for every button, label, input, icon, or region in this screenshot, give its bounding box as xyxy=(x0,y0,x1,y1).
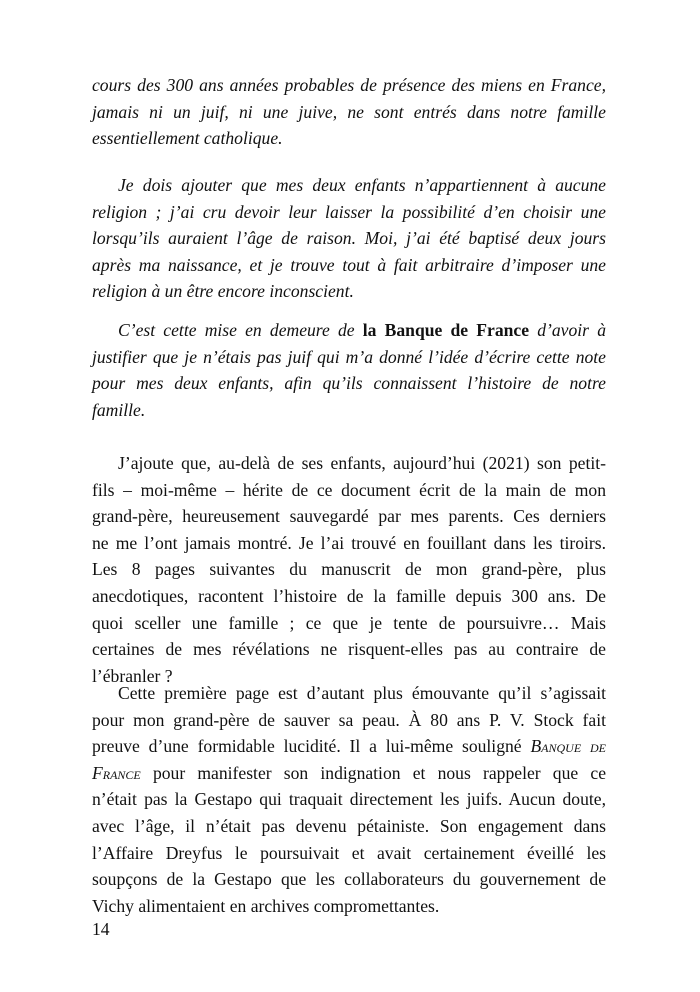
text-line: certaines de mes révélations ne risquent-elles pas au contraire de xyxy=(92,639,606,660)
text-line: religion ; j’ai cru devoir leur laisser la possibilité d’en choisir une xyxy=(92,201,606,222)
text-line: cours des 300 ans années probables de présence des miens en France, xyxy=(92,75,606,95)
text-line: avec l’âge, il n’était pas devenu pétainiste. Son engagement dans xyxy=(92,815,606,836)
text-line: jamais ni un juif, ni une juive, ne sont entrés dans notre famille xyxy=(92,101,606,122)
text-line: ne me l’ont jamais montré. Je l’ai trouvé en fouillant dans les tiroirs. xyxy=(92,532,606,553)
text-line: grand-père, heureusement sauvegardé par mes parents. Ces derniers xyxy=(92,506,606,527)
small-caps-bank-name: France xyxy=(92,762,141,783)
text-line: l’ébranler ? xyxy=(92,665,173,686)
text-line: J’ajoute que, au-delà de ses enfants, aujourd’hui (2021) son petit- xyxy=(118,453,606,473)
text-line: Cette première page est d’autant plus émouvante qu’il s’agissait xyxy=(118,683,606,703)
emphasis-bank-name: la Banque de France xyxy=(362,320,530,340)
text-line: quoi sceller une famille ; ce que je tente de poursuivre… Mais xyxy=(92,612,606,633)
text-line: pour mon grand-père de sauver sa peau. À 80 ans P. V. Stock fait xyxy=(92,709,606,730)
text-line: Vichy alimentaient en archives compromettantes. xyxy=(92,895,440,916)
text-line: anecdotiques, racontent l’histoire de la famille depuis 300 ans. De xyxy=(92,585,606,606)
paragraph-2 xyxy=(92,172,606,305)
text-run: preuve d’une formidable lucidité. Il a lui-même souligné xyxy=(92,736,522,757)
text-run: d’avoir à xyxy=(537,320,606,340)
paragraph-5 xyxy=(92,680,606,919)
text-line xyxy=(92,760,606,787)
text-run: pour manifester son indignation et nous rappeler que ce xyxy=(152,762,606,783)
text-line xyxy=(92,733,606,760)
text-line: l’Affaire Dreyfus le poursuivait et avait certainement éveillé les xyxy=(92,842,606,863)
paragraph-4 xyxy=(92,450,606,689)
text-run: C’est cette mise en demeure de xyxy=(118,320,355,340)
text-line: famille. xyxy=(92,399,146,420)
text-line: pour mes deux enfants, afin qu’ils connaissent l’histoire de notre xyxy=(92,373,606,394)
text-line: Les 8 pages suivantes du manuscrit de mon grand-père, plus xyxy=(92,559,606,580)
text-line: religion à un être encore inconscient. xyxy=(92,281,354,302)
page-number: 14 xyxy=(92,919,110,939)
text-line: soupçons de la Gestapo que les collaborateurs du gouvernement de xyxy=(92,869,606,890)
text-line: justifier que je n’étais pas juif qui m’a donné l’idée d’écrire cette note xyxy=(92,346,606,367)
text-line xyxy=(92,317,606,344)
text-line: essentiellement catholique. xyxy=(92,128,283,149)
text-line: fils – moi-même – hérite de ce document écrit de la main de mon xyxy=(92,479,606,500)
paragraph-1 xyxy=(92,72,606,152)
small-caps-bank-name: Banque de xyxy=(530,736,606,757)
text-line: après ma naissance, et je trouve tout à fait arbitraire d’imposer une xyxy=(92,254,606,275)
text-line: lorsqu’ils auraient l’âge de raison. Moi, j’ai été baptisé deux jours xyxy=(92,228,606,249)
text-line: Je dois ajouter que mes deux enfants n’appartiennent à aucune xyxy=(118,175,606,195)
text-line: n’était pas la Gestapo qui traquait directement les juifs. Aucun doute, xyxy=(92,789,606,810)
paragraph-3 xyxy=(92,317,606,423)
